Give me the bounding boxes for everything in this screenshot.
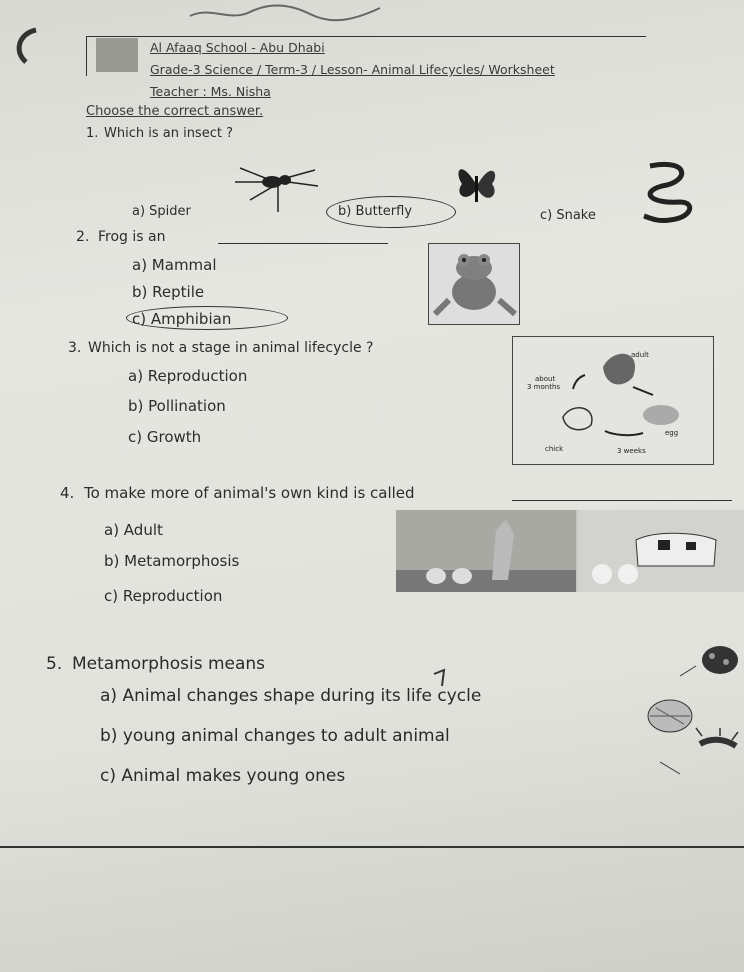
option-5a: a) Animal changes shape during its life cycle	[100, 686, 482, 706]
ladybug-lifecycle-image	[640, 638, 744, 788]
butterfly-image	[452, 154, 502, 214]
option-3c: c) Growth	[128, 428, 202, 446]
school-logo	[96, 38, 138, 72]
school-name: Al Afaaq School - Abu Dhabi	[150, 40, 325, 55]
option-2a: a) Mammal	[132, 256, 217, 274]
frog-image-frame	[428, 243, 520, 325]
question-3-number: 3.	[68, 340, 82, 356]
label-months: 3 months	[527, 383, 561, 391]
label-adult: adult	[631, 351, 649, 359]
option-5b: b) young animal changes to adult animal	[100, 726, 450, 746]
option-3a: a) Reproduction	[128, 367, 248, 385]
question-2-number: 2.	[76, 229, 90, 245]
question-2-text: Frog is an	[98, 229, 166, 245]
option-4c: c) Reproduction	[104, 587, 223, 605]
question-4-number: 4.	[60, 484, 75, 502]
label-chick: chick	[545, 445, 564, 453]
lifecycle-diagram	[512, 336, 714, 465]
question-5-number: 5.	[46, 654, 63, 674]
snake-image	[640, 158, 700, 228]
option-1b: b) Butterfly	[338, 204, 413, 219]
label-egg: egg	[665, 429, 679, 437]
option-1a: a) Spider	[132, 204, 191, 219]
question-1-number: 1.	[86, 126, 99, 141]
option-4a: a) Adult	[104, 521, 163, 539]
answer-blank-q4	[512, 500, 732, 501]
option-1c: c) Snake	[540, 208, 596, 223]
pencil-mark	[430, 668, 450, 688]
reproduction-image	[396, 510, 744, 592]
option-2c: c) Amphibian	[132, 310, 232, 328]
header-top-rule	[86, 36, 646, 37]
pen-mark-icon	[8, 22, 48, 82]
option-2b: b) Reptile	[132, 283, 205, 301]
label-about: about	[535, 375, 556, 383]
question-1-text: Which is an insect ?	[104, 126, 233, 141]
option-3b: b) Pollination	[128, 397, 226, 415]
question-5-text: Metamorphosis means	[72, 654, 266, 674]
question-3-text: Which is not a stage in animal lifecycle ?	[88, 340, 374, 356]
worksheet-subject: Grade-3 Science / Term-3 / Lesson- Animal Lifecycles/ Worksheet	[150, 62, 555, 77]
scribble-mark	[180, 0, 400, 26]
option-5c: c) Animal makes young ones	[100, 766, 346, 786]
option-4b: b) Metamorphosis	[104, 552, 240, 570]
answer-blank-q2	[218, 243, 388, 244]
instructions: Choose the correct answer.	[86, 104, 264, 119]
teacher-name: Teacher : Ms. Nisha	[150, 84, 271, 99]
question-4-text: To make more of animal's own kind is called	[84, 484, 415, 502]
header-left-rule	[86, 36, 87, 76]
cats-dogs-art	[396, 510, 744, 592]
lifecycle-art	[513, 337, 713, 464]
label-weeks: 3 weeks	[617, 447, 646, 455]
spider-image	[230, 160, 320, 220]
bottom-rule	[0, 846, 744, 848]
frog-image	[429, 244, 519, 324]
